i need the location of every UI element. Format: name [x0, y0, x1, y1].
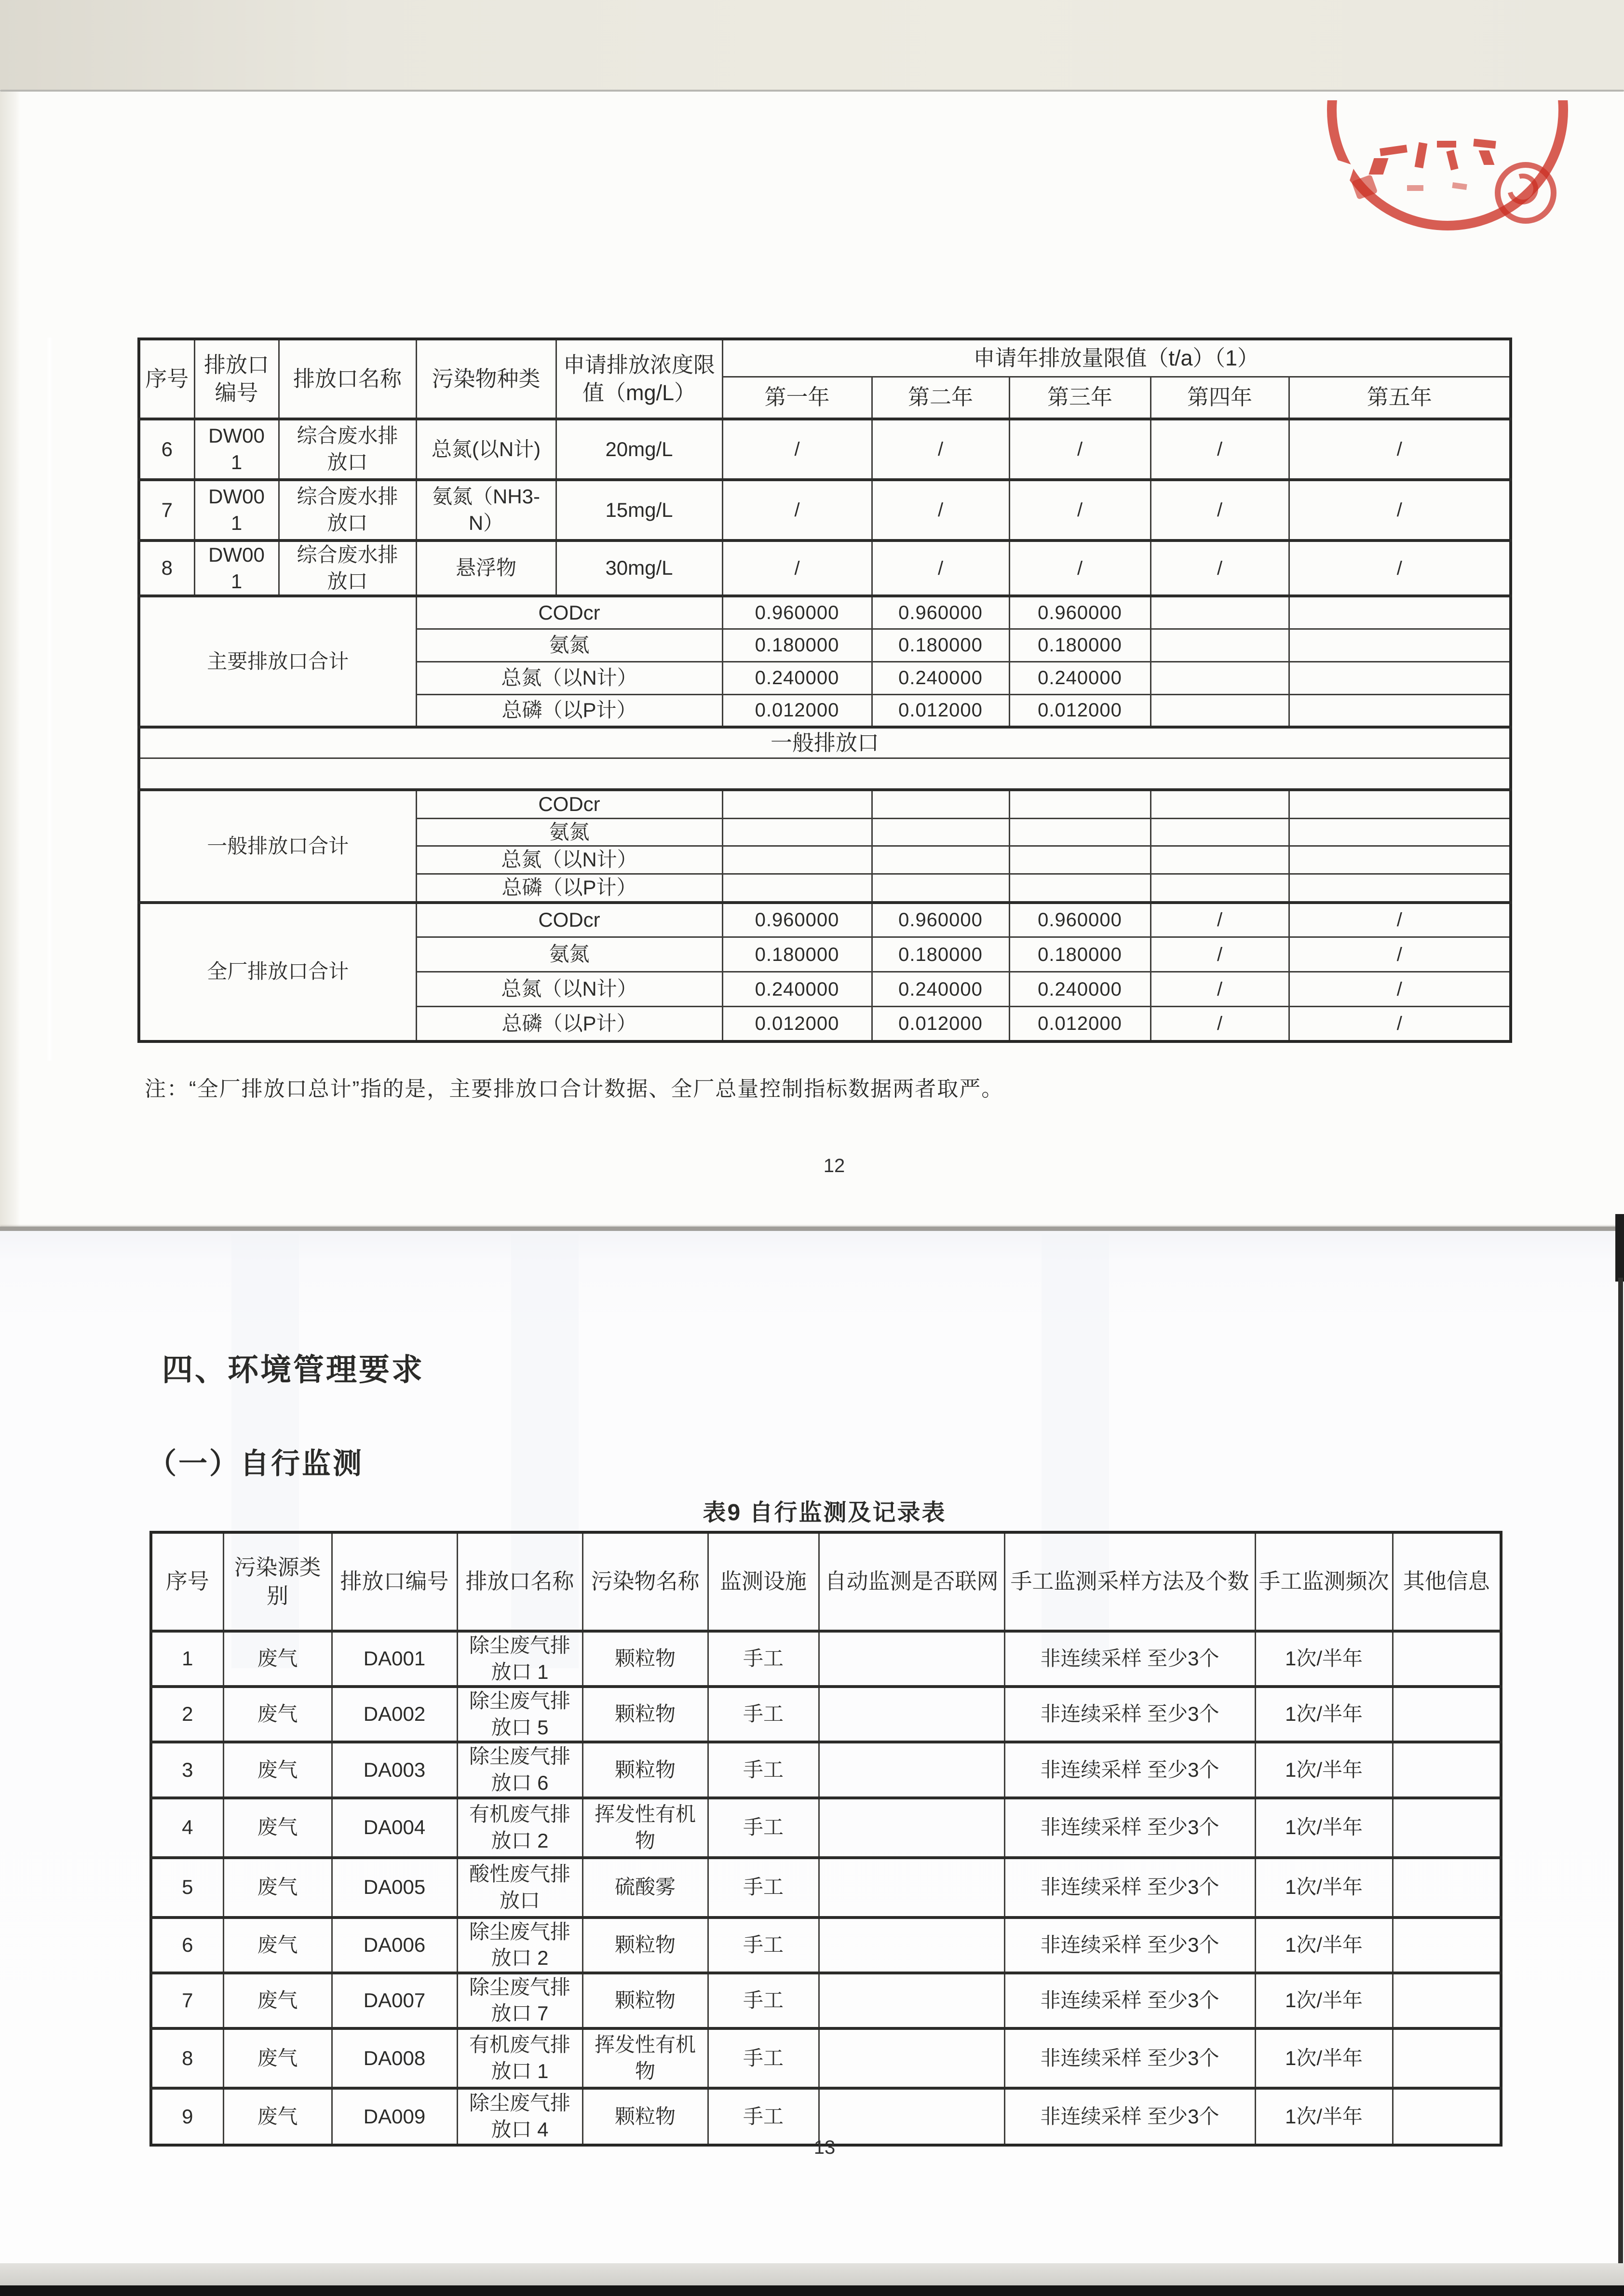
table-row	[151, 1798, 1501, 1858]
t2-monitor-facility: 手工	[708, 1973, 819, 2028]
t2-seq: 8	[151, 2028, 223, 2088]
t1-total-year-value	[1009, 874, 1150, 902]
t1-total-year-value	[1150, 596, 1289, 629]
table9-caption: 表9 自行监测及记录表	[703, 1500, 947, 1526]
section-title: 四、环境管理要求	[162, 1352, 424, 1387]
t2-outlet-name: 有机废气排放口 2	[457, 1798, 582, 1858]
t1-year-value: /	[722, 419, 872, 480]
subsection-title: （一）自行监测	[148, 1447, 364, 1480]
t2-source-type: 废气	[223, 1742, 332, 1797]
t1-total-year-value	[1150, 846, 1289, 874]
t2-seq: 3	[151, 1742, 223, 1797]
t1-total-year-value	[722, 874, 872, 902]
t2-manual-method: 非连续采样 至少3个	[1004, 1918, 1255, 1973]
t1-total-label: 主要排放口合计	[139, 596, 416, 727]
table-row	[139, 758, 1511, 790]
t1-total-year-value: 0.960000	[722, 903, 872, 937]
t1-total-year-value: 0.012000	[1009, 1007, 1150, 1041]
t1-total-year-value	[1150, 874, 1289, 902]
t2-seq: 1	[151, 1631, 223, 1687]
t2-header-8: 手工监测采样方法及个数	[1004, 1532, 1255, 1631]
t2-manual-method: 非连续采样 至少3个	[1004, 2028, 1255, 2088]
t1-total-year-value: 0.960000	[872, 596, 1009, 629]
page2-right-edge-dark	[1615, 1214, 1624, 1282]
t2-other-info	[1393, 1631, 1501, 1687]
t2-manual-frequency: 1次/半年	[1255, 1973, 1393, 2028]
t1-year-value: /	[1150, 540, 1289, 596]
t1-total-year-value: 0.180000	[1009, 629, 1150, 662]
t1-seq: 7	[139, 480, 194, 540]
t1-conc-limit: 20mg/L	[556, 419, 722, 480]
t1-header-year-4: 第四年	[1150, 377, 1289, 419]
t2-seq: 7	[151, 1973, 223, 2028]
t1-total-year-value	[1289, 694, 1511, 727]
t2-monitor-facility: 手工	[708, 2028, 819, 2088]
t1-total-year-value: 0.960000	[1009, 903, 1150, 937]
t1-total-year-value: 0.180000	[722, 629, 872, 662]
t1-year-value: /	[1150, 419, 1289, 480]
t1-year-value: /	[872, 480, 1009, 540]
t1-seq: 6	[139, 419, 194, 480]
t2-seq: 9	[151, 2088, 223, 2145]
table-row	[151, 1687, 1501, 1742]
self-monitoring-table-grid	[149, 1531, 1502, 2147]
t1-total-year-value: 0.012000	[872, 694, 1009, 727]
table-row	[151, 1532, 1501, 1631]
left-edge-highlight	[46, 338, 53, 1061]
t2-header-1: 序号	[151, 1532, 223, 1631]
table-row	[139, 339, 1511, 377]
t1-total-label: 一般排放口合计	[139, 790, 416, 902]
t1-total-year-value	[1009, 790, 1150, 818]
t2-auto-networked	[819, 1918, 1004, 1973]
t1-total-year-value	[1289, 874, 1511, 902]
t2-header-4: 排放口名称	[457, 1532, 582, 1631]
t1-header-seq: 序号	[139, 339, 194, 419]
t1-total-year-value: 0.012000	[1009, 694, 1150, 727]
t1-total-year-value: /	[1289, 1007, 1511, 1041]
t1-outlet-code: DW001	[194, 540, 279, 596]
t2-header-9: 手工监测频次	[1255, 1532, 1393, 1631]
page-tear-edge	[0, 1227, 1624, 1231]
t1-total-year-value	[1009, 818, 1150, 846]
table-row	[151, 1631, 1501, 1687]
t1-total-pollutant: 总磷（以P计）	[416, 1007, 722, 1041]
t1-total-year-value: 0.240000	[722, 662, 872, 694]
t2-monitor-facility: 手工	[708, 1858, 819, 1918]
t2-manual-frequency: 1次/半年	[1255, 2088, 1393, 2145]
t1-total-year-value: 0.960000	[872, 903, 1009, 937]
table-row	[139, 596, 1511, 629]
t2-outlet-code: DA009	[332, 2088, 457, 2145]
t2-outlet-name: 除尘废气排放口 1	[457, 1631, 582, 1687]
t1-total-year-value: 0.240000	[872, 662, 1009, 694]
t1-total-year-value	[1289, 662, 1511, 694]
t1-pollutant: 悬浮物	[416, 540, 556, 596]
t1-total-year-value: 0.240000	[722, 972, 872, 1007]
t1-year-value: /	[722, 480, 872, 540]
t2-header-5: 污染物名称	[582, 1532, 708, 1631]
t2-pollutant: 颗粒物	[582, 1918, 708, 1973]
t2-manual-frequency: 1次/半年	[1255, 1858, 1393, 1918]
t1-total-year-value	[1150, 790, 1289, 818]
t1-total-label: 全厂排放口合计	[139, 903, 416, 1041]
t1-total-year-value	[872, 790, 1009, 818]
t2-manual-frequency: 1次/半年	[1255, 1687, 1393, 1742]
t2-header-2: 污染源类别	[223, 1532, 332, 1631]
t2-seq: 5	[151, 1858, 223, 1918]
t2-manual-method: 非连续采样 至少3个	[1004, 1798, 1255, 1858]
t1-total-year-value: 0.012000	[872, 1007, 1009, 1041]
t2-source-type: 废气	[223, 2028, 332, 2088]
t1-total-pollutant: 氨氮	[416, 818, 722, 846]
t2-header-6: 监测设施	[708, 1532, 819, 1631]
t1-total-pollutant: 总氮（以N计）	[416, 662, 722, 694]
t2-outlet-code: DA005	[332, 1858, 457, 1918]
t1-outlet-name: 综合废水排放口	[279, 540, 416, 596]
t2-manual-method: 非连续采样 至少3个	[1004, 2088, 1255, 2145]
t1-header-pollutant-type: 污染物种类	[416, 339, 556, 419]
t2-source-type: 废气	[223, 1858, 332, 1918]
t2-manual-method: 非连续采样 至少3个	[1004, 1973, 1255, 2028]
t2-pollutant: 颗粒物	[582, 2088, 708, 2145]
t2-outlet-code: DA002	[332, 1687, 457, 1742]
t1-year-value: /	[872, 540, 1009, 596]
t2-auto-networked	[819, 1742, 1004, 1797]
left-edge-shadow	[0, 92, 20, 1229]
t2-pollutant: 颗粒物	[582, 1631, 708, 1687]
t1-conc-limit: 15mg/L	[556, 480, 722, 540]
t2-other-info	[1393, 1798, 1501, 1858]
t1-total-year-value: 0.240000	[1009, 662, 1150, 694]
t1-total-pollutant: 总氮（以N计）	[416, 846, 722, 874]
t2-pollutant: 颗粒物	[582, 1742, 708, 1797]
t1-total-year-value: 0.180000	[872, 629, 1009, 662]
t1-header-outlet-code: 排放口编号	[194, 339, 279, 419]
t2-manual-frequency: 1次/半年	[1255, 1918, 1393, 1973]
t1-total-year-value	[722, 846, 872, 874]
t1-total-year-value: /	[1150, 1007, 1289, 1041]
t1-empty-band	[139, 758, 1511, 790]
t1-total-year-value: 0.180000	[722, 937, 872, 972]
t1-year-value: /	[1009, 419, 1150, 480]
t2-manual-frequency: 1次/半年	[1255, 1798, 1393, 1858]
table-row	[151, 2028, 1501, 2088]
t2-outlet-code: DA007	[332, 1973, 457, 2028]
t1-total-year-value	[1289, 629, 1511, 662]
table-note: 注：“全厂排放口总计”指的是，主要排放口合计数据、全厂总量控制指标数据两者取严。	[145, 1077, 1004, 1101]
t1-total-year-value	[1289, 596, 1511, 629]
table-row	[151, 1742, 1501, 1797]
page2-right-edge-line	[1618, 1278, 1623, 2267]
t1-total-year-value: /	[1289, 972, 1511, 1007]
t1-pollutant: 总氮(以N计)	[416, 419, 556, 480]
t1-header-annual-limit: 申请年排放量限值（t/a）（1）	[722, 339, 1511, 377]
t1-conc-limit: 30mg/L	[556, 540, 722, 596]
t1-outlet-code: DW001	[194, 419, 279, 480]
t2-outlet-name: 除尘废气排放口 4	[457, 2088, 582, 2145]
t1-total-pollutant: CODcr	[416, 903, 722, 937]
t2-pollutant: 挥发性有机物	[582, 2028, 708, 2088]
t2-outlet-code: DA004	[332, 1798, 457, 1858]
t1-total-year-value	[872, 874, 1009, 902]
t2-other-info	[1393, 1973, 1501, 2028]
t2-source-type: 废气	[223, 1798, 332, 1858]
t2-outlet-name: 除尘废气排放口 7	[457, 1973, 582, 2028]
table-row	[151, 1918, 1501, 1973]
t1-total-year-value	[722, 790, 872, 818]
t2-monitor-facility: 手工	[708, 1798, 819, 1858]
t2-auto-networked	[819, 2028, 1004, 2088]
t1-total-year-value: 0.240000	[872, 972, 1009, 1007]
t2-monitor-facility: 手工	[708, 2088, 819, 2145]
t1-outlet-code: DW001	[194, 480, 279, 540]
t1-total-year-value: /	[1150, 972, 1289, 1007]
table-row	[139, 727, 1511, 758]
table-row	[139, 903, 1511, 937]
t1-total-year-value	[722, 818, 872, 846]
t2-outlet-name: 除尘废气排放口 6	[457, 1742, 582, 1797]
t2-pollutant: 颗粒物	[582, 1973, 708, 2028]
t1-total-year-value: 0.240000	[1009, 972, 1150, 1007]
t2-source-type: 废气	[223, 2088, 332, 2145]
t2-auto-networked	[819, 1798, 1004, 1858]
t1-total-year-value	[872, 818, 1009, 846]
t1-total-year-value: /	[1150, 903, 1289, 937]
t1-header-year-5: 第五年	[1289, 377, 1511, 419]
t1-total-year-value	[1150, 629, 1289, 662]
t1-header-outlet-name: 排放口名称	[279, 339, 416, 419]
t2-other-info	[1393, 2088, 1501, 2145]
t1-total-year-value: 0.012000	[722, 694, 872, 727]
t2-pollutant: 挥发性有机物	[582, 1798, 708, 1858]
t1-total-pollutant: 氨氮	[416, 937, 722, 972]
t2-outlet-name: 有机废气排放口 1	[457, 2028, 582, 2088]
t1-total-year-value	[1009, 846, 1150, 874]
t1-total-year-value	[1150, 694, 1289, 727]
t2-monitor-facility: 手工	[708, 1631, 819, 1687]
t2-outlet-name: 除尘废气排放口 2	[457, 1918, 582, 1973]
t2-manual-method: 非连续采样 至少3个	[1004, 1687, 1255, 1742]
t1-pollutant: 氨氮（NH3-N）	[416, 480, 556, 540]
page-number-12: 12	[823, 1155, 845, 1176]
t2-monitor-facility: 手工	[708, 1687, 819, 1742]
table-row	[139, 480, 1511, 540]
t1-total-year-value	[1289, 818, 1511, 846]
t1-year-value: /	[1150, 480, 1289, 540]
t2-other-info	[1393, 1687, 1501, 1742]
table-row	[139, 419, 1511, 480]
t2-seq: 2	[151, 1687, 223, 1742]
t2-header-7: 自动监测是否联网	[819, 1532, 1004, 1631]
t1-total-pollutant: 氨氮	[416, 629, 722, 662]
t1-total-pollutant: CODcr	[416, 596, 722, 629]
table-row	[151, 1973, 1501, 2028]
t1-total-year-value	[1289, 846, 1511, 874]
t2-source-type: 废气	[223, 1973, 332, 2028]
t2-outlet-code: DA008	[332, 2028, 457, 2088]
t2-monitor-facility: 手工	[708, 1918, 819, 1973]
t1-total-year-value: /	[1289, 937, 1511, 972]
table-row	[139, 540, 1511, 596]
t2-other-info	[1393, 1858, 1501, 1918]
t1-year-value: /	[1009, 480, 1150, 540]
t1-total-year-value	[1150, 818, 1289, 846]
scanner-background-top	[0, 0, 1624, 90]
t1-total-year-value: /	[1289, 903, 1511, 937]
t1-year-value: /	[1289, 480, 1511, 540]
t1-total-year-value	[1289, 790, 1511, 818]
t2-monitor-facility: 手工	[708, 1742, 819, 1797]
t2-header-10: 其他信息	[1393, 1532, 1501, 1631]
t1-year-value: /	[1289, 540, 1511, 596]
t1-outlet-name: 综合废水排放口	[279, 419, 416, 480]
t1-outlet-name: 综合废水排放口	[279, 480, 416, 540]
t1-total-year-value: 0.180000	[1009, 937, 1150, 972]
t2-auto-networked	[819, 1687, 1004, 1742]
t2-manual-method: 非连续采样 至少3个	[1004, 1742, 1255, 1797]
t2-source-type: 废气	[223, 1631, 332, 1687]
t1-seq: 8	[139, 540, 194, 596]
scanner-background-bottom	[0, 2263, 1624, 2286]
t2-manual-frequency: 1次/半年	[1255, 2028, 1393, 2088]
t2-source-type: 废气	[223, 1918, 332, 1973]
t1-header-year-1: 第一年	[722, 377, 872, 419]
t1-total-year-value	[872, 846, 1009, 874]
t1-total-year-value: 0.012000	[722, 1007, 872, 1041]
t1-total-year-value: 0.960000	[1009, 596, 1150, 629]
table-row	[151, 1858, 1501, 1918]
t2-seq: 4	[151, 1798, 223, 1858]
t1-header-year-2: 第二年	[872, 377, 1009, 419]
t1-total-pollutant: 总氮（以N计）	[416, 972, 722, 1007]
t2-outlet-code: DA001	[332, 1631, 457, 1687]
t2-manual-method: 非连续采样 至少3个	[1004, 1858, 1255, 1918]
t1-total-year-value: /	[1150, 937, 1289, 972]
t2-pollutant: 硫酸雾	[582, 1858, 708, 1918]
discharge-limits-table-grid	[137, 338, 1512, 1043]
t1-year-value: /	[722, 540, 872, 596]
t2-outlet-name: 除尘废气排放口 5	[457, 1687, 582, 1742]
t2-outlet-code: DA003	[332, 1742, 457, 1797]
t1-total-pollutant: 总磷（以P计）	[416, 874, 722, 902]
scan-bottom-edge	[0, 2285, 1624, 2296]
t2-pollutant: 颗粒物	[582, 1687, 708, 1742]
t2-auto-networked	[819, 1973, 1004, 2028]
t1-total-pollutant: CODcr	[416, 790, 722, 818]
t1-general-outlet-band: 一般排放口	[139, 727, 1511, 758]
t2-auto-networked	[819, 1631, 1004, 1687]
t2-source-type: 废气	[223, 1687, 332, 1742]
t2-outlet-code: DA006	[332, 1918, 457, 1973]
t1-year-value: /	[872, 419, 1009, 480]
t2-manual-method: 非连续采样 至少3个	[1004, 1631, 1255, 1687]
t2-manual-frequency: 1次/半年	[1255, 1742, 1393, 1797]
t2-other-info	[1393, 1918, 1501, 1973]
t1-total-year-value	[1150, 662, 1289, 694]
t1-year-value: /	[1009, 540, 1150, 596]
t2-seq: 6	[151, 1918, 223, 1973]
t2-auto-networked	[819, 1858, 1004, 1918]
t2-manual-frequency: 1次/半年	[1255, 1631, 1393, 1687]
t1-year-value: /	[1289, 419, 1511, 480]
t2-other-info	[1393, 2028, 1501, 2088]
table-row	[139, 790, 1511, 818]
t2-header-3: 排放口编号	[332, 1532, 457, 1631]
t1-total-year-value: 0.960000	[722, 596, 872, 629]
t1-header-conc-limit: 申请排放浓度限值（mg/L）	[556, 339, 722, 419]
t2-outlet-name: 酸性废气排放口	[457, 1858, 582, 1918]
t1-total-year-value: 0.180000	[872, 937, 1009, 972]
t1-header-year-3: 第三年	[1009, 377, 1150, 419]
page-number-13: 13	[813, 2137, 836, 2158]
t1-total-pollutant: 总磷（以P计）	[416, 694, 722, 727]
t2-other-info	[1393, 1742, 1501, 1797]
